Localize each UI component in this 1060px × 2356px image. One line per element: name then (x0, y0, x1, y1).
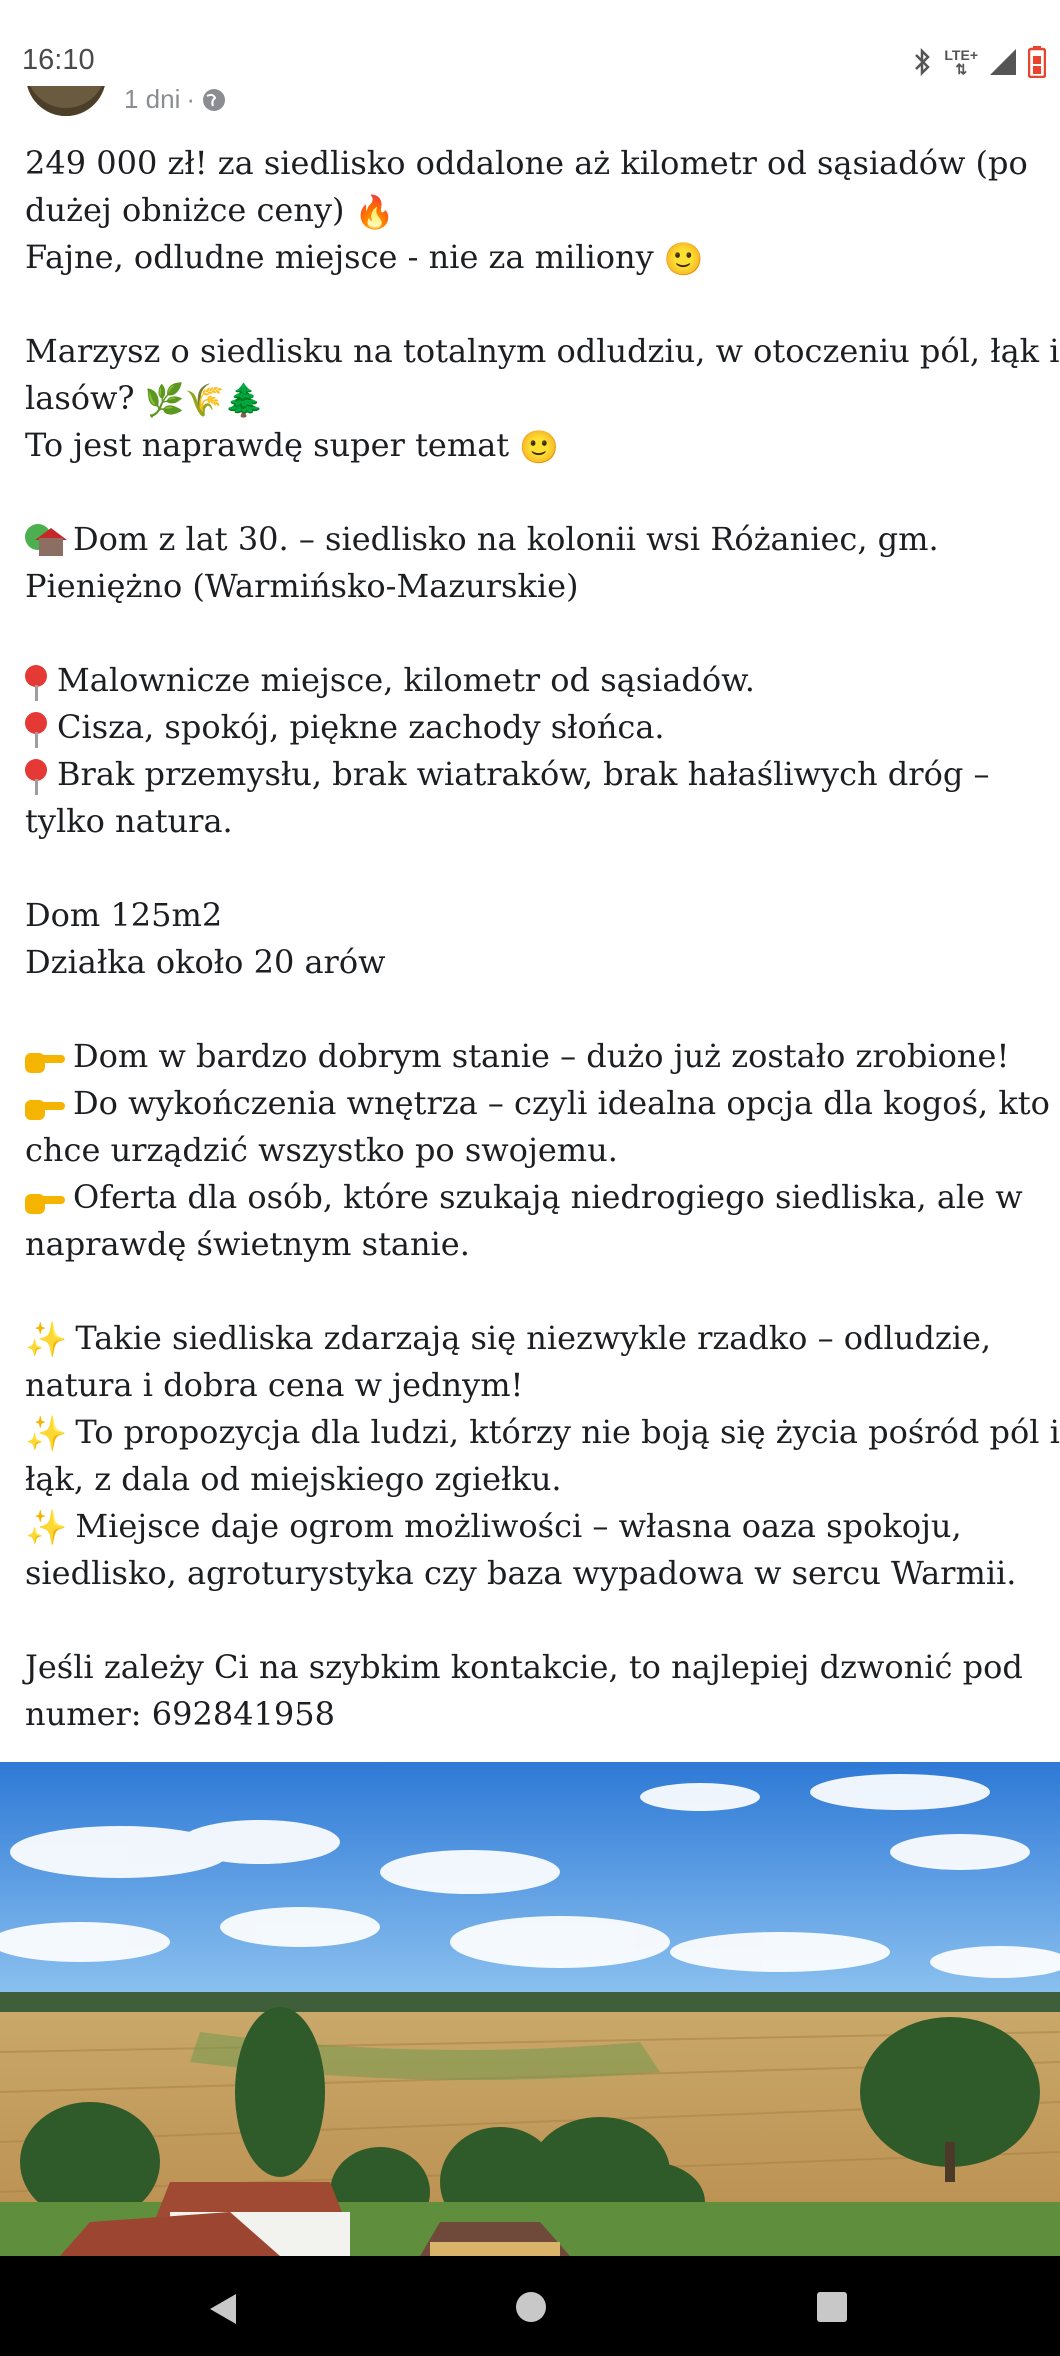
text-line (25, 516, 1045, 563)
signal-icon (988, 47, 1018, 77)
spacer (25, 1597, 1045, 1644)
spacer (25, 986, 1045, 1033)
smile-icon: 🙂 (663, 240, 704, 278)
text-line (25, 1033, 1045, 1080)
lte-icon (944, 48, 978, 76)
text-line (25, 1174, 1045, 1221)
text-line (25, 1409, 1060, 1456)
recents-button[interactable] (816, 2291, 848, 2323)
text-line (25, 798, 1045, 845)
post-meta (124, 86, 227, 115)
text-line (25, 1127, 1045, 1174)
spacer (25, 610, 1045, 657)
meta-separator: · (186, 86, 196, 114)
text-line (25, 1644, 1045, 1691)
highlight-line-cont: natura i dobra cena w jednym! (25, 1366, 524, 1404)
home-button[interactable] (514, 2290, 548, 2324)
highlight-line: Takie siedliska zdarzają się niezwykle rzadko – odludzie, (75, 1319, 992, 1357)
feature-line-cont: tylko natura. (25, 802, 233, 840)
pointing-hand-icon (25, 1090, 65, 1122)
sparkles-icon: ✨ (25, 1508, 68, 1548)
globe-icon (201, 87, 227, 113)
text-line (25, 1691, 1045, 1738)
text-line (25, 1503, 1045, 1550)
bluetooth-icon (912, 47, 934, 77)
text-line (25, 375, 1045, 422)
location-line-1: Dom z lat 30. – siedlisko na kolonii wsi Różaniec, gm. (73, 520, 939, 558)
feature-line: Brak przemysłu, brak wiatraków, brak hałaśliwych dróg – (57, 755, 990, 793)
lte-arrows: ⇅ (955, 61, 968, 77)
post-header (0, 86, 1060, 126)
post-body (25, 140, 1060, 1738)
highlight-line: To propozycja dla ludzi, którzy nie boją się życia pośród pól i (75, 1413, 1060, 1451)
pushpin-icon (25, 757, 47, 797)
spacer (25, 281, 1045, 328)
plot-size: Działka około 20 arów (25, 943, 386, 981)
pointing-hand-icon (25, 1184, 65, 1216)
house-tree-icon (25, 524, 67, 560)
text-line (25, 1550, 1045, 1597)
text-line (25, 751, 1045, 798)
avatar[interactable] (26, 86, 106, 116)
text-line (25, 1221, 1045, 1268)
nav-bar (0, 2256, 1060, 2356)
highlight-line-cont: łąk, z dala od miejskiego zgiełku. (25, 1460, 562, 1498)
text-line (25, 939, 1045, 986)
text-line (25, 1456, 1045, 1503)
spacer (25, 1268, 1045, 1315)
text-line (25, 422, 1045, 469)
text-line (25, 328, 1060, 375)
house-size: Dom 125m2 (25, 896, 223, 934)
feature-line: Cisza, spokój, piękne zachody słońca. (57, 708, 665, 746)
text-line (25, 1362, 1045, 1409)
lte-label: LTE+ (944, 47, 978, 63)
text-line (25, 234, 1045, 281)
status-bar (0, 0, 1060, 86)
text-line (25, 657, 1045, 704)
contact-phone[interactable]: numer: 692841958 (25, 1695, 335, 1733)
spacer (25, 845, 1045, 892)
post-age[interactable]: 1 dni (124, 86, 181, 114)
sparkles-icon: ✨ (25, 1414, 68, 1454)
spacer (25, 469, 1045, 516)
condition-line-cont: naprawdę świetnym stanie. (25, 1225, 470, 1263)
condition-line-cont: chce urządzić wszystko po swojemu. (25, 1131, 618, 1169)
intro-line-3: To jest naprawdę super temat (25, 426, 510, 464)
text-line (25, 1080, 1050, 1127)
text-line (25, 892, 1045, 939)
condition-line: Dom w bardzo dobrym stanie – dużo już zostało zrobione! (73, 1037, 1010, 1075)
text-line (25, 563, 1045, 610)
status-icons (912, 42, 1046, 82)
location-line-2: Pieniężno (Warmińsko-Mazurskie) (25, 567, 579, 605)
farmstead-aerial-photo[interactable] (0, 1762, 1060, 2256)
condition-line: Oferta dla osób, które szukają niedrogiego siedliska, ale w (73, 1178, 1023, 1216)
text-line (25, 140, 1045, 187)
pointing-hand-icon (25, 1043, 65, 1075)
highlight-line-cont: siedlisko, agroturystyka czy baza wypadowa w sercu Warmii. (25, 1554, 1017, 1592)
condition-line: Do wykończenia wnętrza – czyli idealna opcja dla kogoś, kto (73, 1084, 1050, 1122)
nature-icons: 🌿🌾🌲 (144, 381, 265, 419)
smile-icon: 🙂 (519, 428, 560, 466)
intro-line-1: Marzysz o siedlisku na totalnym odludziu, w otoczeniu pól, łąk i (25, 332, 1060, 370)
battery-icon (1028, 46, 1046, 78)
intro-line-2: lasów? (25, 379, 135, 417)
feature-line: Malownicze miejsce, kilometr od sąsiadów. (57, 661, 755, 699)
highlight-line: Miejsce daje ogrom możliwości – własna oaza spokoju, (75, 1507, 962, 1545)
pushpin-icon (25, 710, 47, 750)
back-button[interactable] (208, 2292, 238, 2326)
text-line (25, 187, 1045, 234)
subheadline: Fajne, odludne miejsce - nie za miliony (25, 238, 654, 276)
status-time: 16:10 (22, 44, 95, 76)
headline-part-2: dużej obniżce ceny) (25, 191, 345, 229)
contact-line: Jeśli zależy Ci na szybkim kontakcie, to najlepiej dzwonić pod (25, 1648, 1023, 1686)
fire-icon: 🔥 (354, 193, 395, 231)
sparkles-icon: ✨ (25, 1320, 68, 1360)
text-line (25, 704, 1045, 751)
pushpin-icon (25, 663, 47, 703)
text-line (25, 1315, 1045, 1362)
headline-part-1: 249 000 zł! za siedlisko oddalone aż kilometr od sąsiadów (po (25, 144, 1028, 182)
